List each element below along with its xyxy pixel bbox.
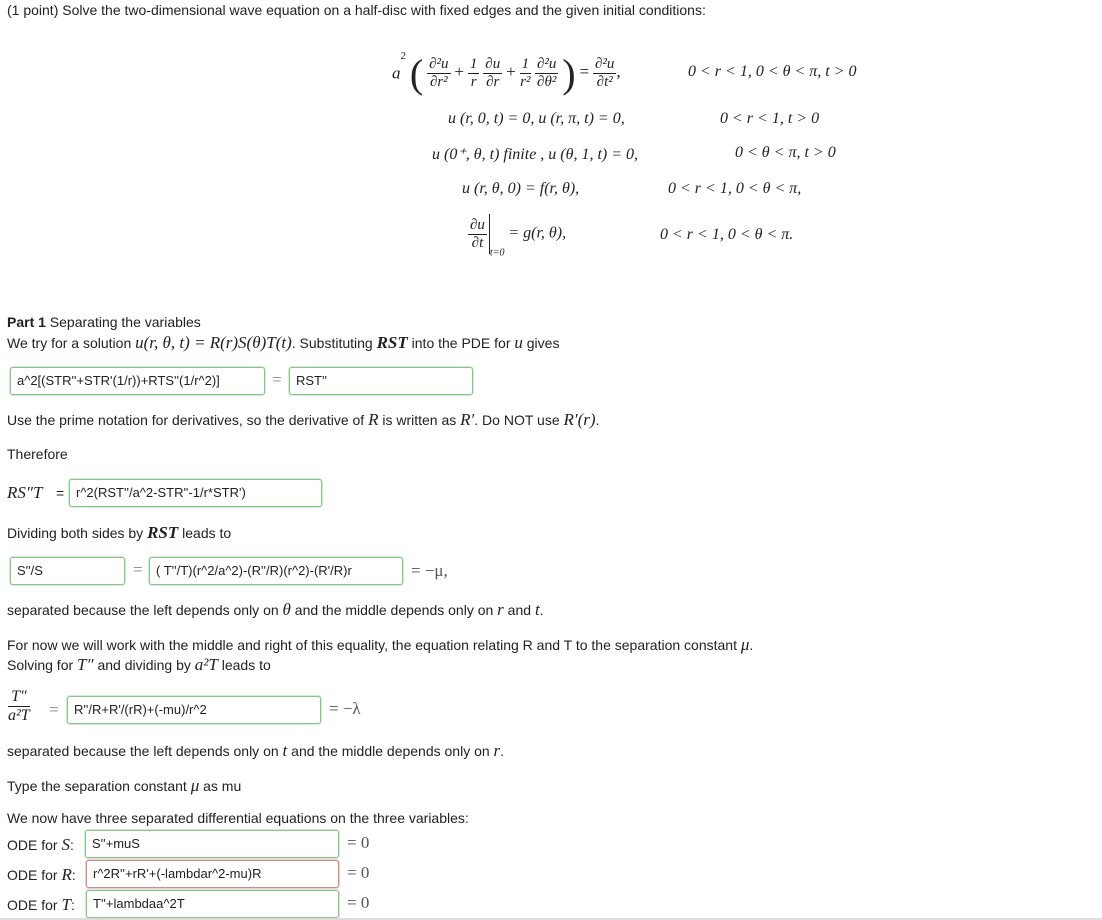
solving-text: Solving for T″ and dividing by a²T leads to xyxy=(7,655,271,674)
part1-heading: Part 1 Separating the variables xyxy=(7,314,201,330)
separated-note-1: separated because the left depends only on θ and the middle depends only on r and t. xyxy=(7,600,544,619)
ode-t-input[interactable]: T''+lambdaa^2T xyxy=(86,890,339,918)
equals-sign-3: = xyxy=(133,560,143,579)
ode-s-equals-zero: = 0 xyxy=(347,833,370,852)
ode-r-input[interactable]: r^2R''+rR'+(-lambdar^2-mu)R xyxy=(86,860,339,888)
boundary-domain-1: 0 < r < 1, t > 0 xyxy=(720,110,820,127)
rst-label: RS″T xyxy=(7,483,43,502)
ode-s-input[interactable]: S''+muS xyxy=(85,830,339,858)
part1-intro: We try for a solution u(r, θ, t) = R(r)S(θ)T(t). Substituting RST into the PDE for u gives xyxy=(7,333,560,352)
type-mu-note: Type the separation constant μ as mu xyxy=(7,776,242,795)
boundary-condition-r: u (0⁺, θ, t) finite , u (θ, 1, t) = 0, xyxy=(432,146,639,163)
ode-s-label: ODE for S: xyxy=(7,835,74,854)
ode-r-equals-zero: = 0 xyxy=(347,863,370,882)
lambda-expression-input[interactable]: R''/R+R'/(rR)+(-mu)/r^2 xyxy=(67,696,321,724)
initial-domain-1: 0 < r < 1, 0 < θ < π, xyxy=(668,180,802,197)
prime-notation-note: Use the prime notation for derivatives, so the derivative of R is written as R′. Do NOT use R′(r). xyxy=(7,410,600,429)
neg-mu-label: = −μ, xyxy=(411,561,448,580)
t-over-a2t-fraction: $\frac{T''}{\text{a²T}}$ xyxy=(8,688,30,724)
ode-r-label: ODE for R: xyxy=(7,865,76,884)
boundary-condition-theta: u (r, 0, t) = 0, u (r, π, t) = 0, xyxy=(448,110,625,127)
ode-t-equals-zero: = 0 xyxy=(347,893,370,912)
equals-sign-4: = xyxy=(49,700,59,719)
initial-condition-g: $\frac{\partial u}{\partial t}$ $_{t=0}$ = g(r, θ), xyxy=(468,214,566,259)
separated-note-2: separated because the left depends only on t and the middle depends only on r. xyxy=(7,741,505,760)
initial-condition-f: u (r, θ, 0) = f(r, θ), xyxy=(462,180,580,197)
dividing-text: Dividing both sides by RST leads to xyxy=(7,523,232,542)
for-now-text: For now we will work with the middle and right of this equality, the equation relating R and T to the separation constant μ. xyxy=(7,635,754,654)
ode-t-label: ODE for T: xyxy=(7,895,75,914)
pde-substitution-rhs-input[interactable]: RST'' xyxy=(289,367,473,395)
pde-equation: $a^2$ ( $\frac{\text{∂²u}}{\text{∂r²}}$ + $\frac{1}{r}$ $\frac{\partial u}{\partial r}$ + $\frac{1}{\text{r²}}$ $\frac{\text{∂²u}}{\text{∂θ²}}$ ) = $\frac{\text{∂²u}}{\text{∂t²}}$ , xyxy=(392,50,621,96)
rst-expression-input[interactable]: r^2(RST''/a^2-STR''-1/r*STR') xyxy=(69,479,322,507)
neg-lambda-label: = −λ xyxy=(329,699,361,718)
separation-left-input[interactable]: S''/S xyxy=(10,557,125,585)
three-odes-text: We now have three separated differential equations on the three variables: xyxy=(7,810,469,826)
problem-intro: (1 point) Solve the two-dimensional wave equation on a half-disc with fixed edges and the given initial conditions: xyxy=(7,2,706,18)
pde-substitution-lhs-input[interactable]: a^2[(STR''+STR'(1/r))+RTS''(1/r^2)] xyxy=(10,367,265,395)
equals-sign-2: = xyxy=(56,485,65,501)
pde-domain: 0 < r < 1, 0 < θ < π, t > 0 xyxy=(688,63,857,80)
initial-domain-2: 0 < r < 1, 0 < θ < π. xyxy=(660,226,794,243)
boundary-domain-2: 0 < θ < π, t > 0 xyxy=(735,144,836,161)
separation-middle-input[interactable]: ( T''/T)(r^2/a^2)-(R''/R)(r^2)-(R'/R)r xyxy=(149,557,403,585)
equals-sign: = xyxy=(272,370,282,389)
therefore-label: Therefore xyxy=(7,446,68,462)
